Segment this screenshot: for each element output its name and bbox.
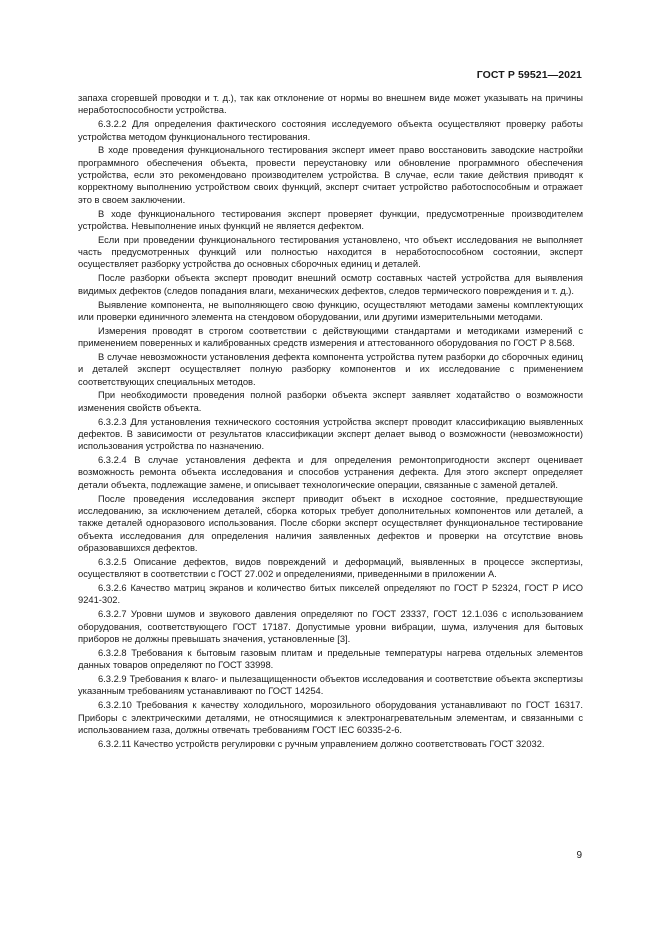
- paragraph: При необходимости проведения полной разборки объекта эксперт заявляет ходатайство о возможности изменения свойств объекта.: [78, 390, 583, 413]
- paragraph: 6.3.2.2 Для определения фактического состояния исследуемого объекта осуществляют проверку работы устройства методом функционального тестирования.: [78, 119, 583, 142]
- document-body: [78, 92, 583, 752]
- document-header: ГОСТ Р 59521—2021: [476, 69, 582, 81]
- paragraph: После разборки объекта эксперт проводит внешний осмотр составных частей устройства для выявления видимых дефектов (следов попадания влаги, механических дефектов, следов термического повреждения и т. д.).: [78, 273, 583, 296]
- paragraph: 6.3.2.11 Качество устройств регулировки с ручным управлением должно соответствовать ГОСТ 32032.: [98, 738, 545, 749]
- paragraph: 6.3.2.10 Требования к качеству холодильного, морозильного оборудования устанавливают по ГОСТ 16317. Приборы с электрическими деталями, не относящимися к электронагревательным элементам, и связанными с использованием газа, должны отвечать требованиям ГОСТ IEC 60335-2-6.: [78, 700, 583, 735]
- paragraph: запаха сгоревшей проводки и т. д.), так как отклонение от нормы во внешнем виде может указывать на причины неработоспособности устройства.: [78, 93, 583, 116]
- paragraph: В случае невозможности установления дефекта компонента устройства путем разборки до сборочных единиц и деталей эксперт осуществляет полную разборку компонентов и их исследование с применением соответствующих специальных методов.: [78, 351, 583, 387]
- paragraph: В ходе функционального тестирования эксперт проверяет функции, предусмотренные производителем устройства. Невыполнение иных функций не является дефектом.: [78, 208, 583, 231]
- paragraph: 6.3.2.8 Требования к бытовым газовым плитам и предельные температуры нагрева отдельных элементов данных товаров определяют по ГОСТ 33998.: [78, 647, 583, 671]
- paragraph: 6.3.2.3 Для установления технического состояния устройства эксперт проводит классификацию выявленных дефектов. В зависимости от результатов классификации эксперт делает вывод о возможности (невозможности) использования устройства по назначению.: [78, 416, 583, 452]
- paragraph: В ходе проведения функционального тестирования эксперт имеет право восстановить заводские настройки программного обеспечения объекта, провести переустановку или обновление программного обеспечения устройства, если это рекомендовано производителем устройства. В случае, если такие действия приводят к корректному выполнению устройством своих функций, эксперт считает устройство работоспособным и отражает это в своем заключении.: [78, 145, 583, 205]
- paragraph: 6.3.2.6 Качество матриц экранов и количество битых пикселей определяют по ГОСТ Р 52324, ГОСТ Р ИСО 9241-302.: [78, 583, 583, 606]
- page-number: 9: [576, 850, 582, 861]
- paragraph: 6.3.2.9 Требования к влаго- и пылезащищенности объектов исследования и соответствие объекта экспертизы указанным требованиям устанавливают по ГОСТ 14254.: [78, 673, 583, 697]
- paragraph: Измерения проводят в строгом соответствии с действующими стандартами и методиками измерений с применением поверенных и калиброванных средств измерения и аттестованного оборудования по ГОСТ Р 8.568.: [78, 325, 583, 349]
- paragraph: 6.3.2.4 В случае установления дефекта и для определения ремонтопригодности эксперт оценивает возможность ремонта объекта исследования и способов устранения дефекта. Для этого эксперт определяет детали объекта, подлежащие замене, и описывает технологические операции, связанные с заменой деталей.: [78, 455, 583, 490]
- paragraph: 6.3.2.5 Описание дефектов, видов повреждений и деформаций, выявленных в процессе экспертизы, осуществляют в соответствии с ГОСТ 27.002 и определениями, приведенными в приложении А.: [78, 556, 583, 580]
- paragraph: После проведения исследования эксперт приводит объект в исходное состояние, предшествующие исследованию, за исключением деталей, сборка которых требует дополнительных компонентов или деталей, а также деталей одноразового использования. После сборки эксперт осуществляет функциональное тестирование объекта исследования для определения наличия заявленных дефектов и проверки на отсутствие вновь образовавшихся дефектов.: [78, 493, 583, 554]
- paragraph: Если при проведении функционального тестирования установлено, что объект исследования не выполняет часть предусмотренных функций или полностью находится в неработоспособном состоянии, эксперт осуществляет разборку устройства до основных сборочных единиц и деталей.: [78, 234, 583, 270]
- paragraph: Выявление компонента, не выполняющего свою функцию, осуществляют методами замены комплектующих или проверки единичного элемента на стендовом оборудовании, или другими измерительными методами.: [78, 299, 583, 322]
- paragraph: 6.3.2.7 Уровни шумов и звукового давления определяют по ГОСТ 23337, ГОСТ 12.1.036 с использованием оборудования, соответствующего ГОСТ 17187. Допустимые уровни вибрации, шума, излучения для бытовых приборов не должны превышать значения, установленные [3].: [78, 609, 583, 644]
